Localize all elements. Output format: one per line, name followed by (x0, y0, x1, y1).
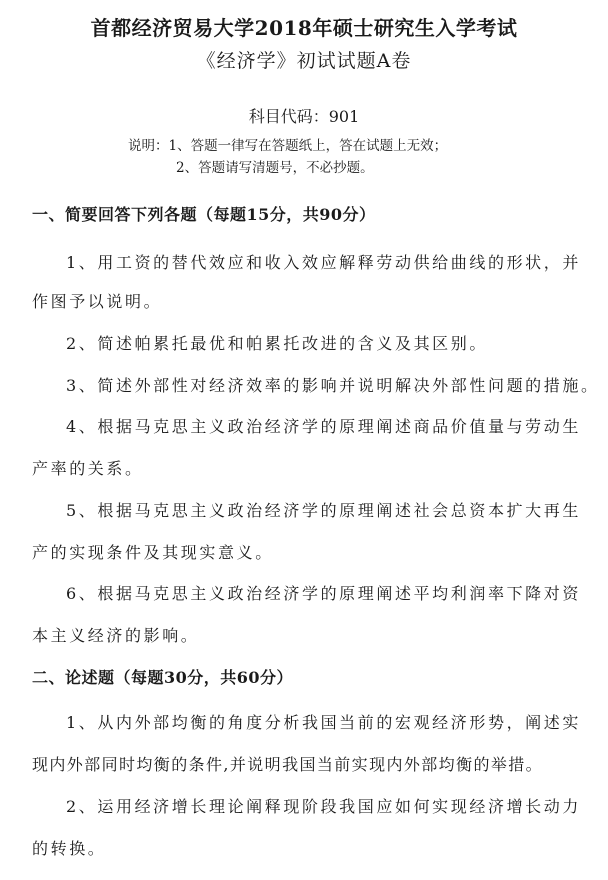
exam-title: 首都经济贸易大学2018年硕士研究生入学考试 (90, 16, 518, 40)
question-1-2-line-1: 2、简述帕累托最优和帕累托改进的含义及其区别。 (66, 334, 488, 353)
question-1-1-line-1: 1、用工资的替代效应和收入效应解释劳动供给曲线的形状，并 (66, 253, 581, 272)
question-2-1-line-1: 1、从内外部均衡的角度分析我国当前的宏观经济形势，阐述实 (66, 713, 581, 732)
question-1-5-line-1: 5、根据马克思主义政治经济学的原理阐述社会总资本扩大再生 (66, 501, 581, 520)
question-1-4-line-2: 产率的关系。 (32, 459, 144, 478)
question-1-6-line-2: 本主义经济的影响。 (32, 626, 200, 645)
section-heading-1: 一、简要回答下列各题（每题15分，共90分） (32, 205, 376, 224)
question-1-1-line-2: 作图予以说明。 (32, 292, 163, 311)
question-1-5-line-2: 产的实现条件及其现实意义。 (32, 543, 274, 562)
instruction-note-1: 说明：1、答题一律写在答题纸上，答在试题上无效； (128, 138, 448, 154)
question-1-6-line-1: 6、根据马克思主义政治经济学的原理阐述平均利润率下降对资 (66, 584, 581, 603)
section-heading-2: 二、论述题（每题30分，共60分） (32, 668, 294, 687)
question-2-2-line-1: 2、运用经济增长理论阐释现阶段我国应如何实现经济增长动力 (66, 797, 581, 816)
subject-code: 科目代码：901 (248, 107, 360, 126)
question-1-3-line-1: 3、简述外部性对经济效率的影响并说明解决外部性问题的措施。 (66, 376, 600, 395)
question-2-1-line-2: 现内外部同时均衡的条件,并说明我国当前实现内外部均衡的举措。 (32, 755, 544, 774)
question-1-4-line-1: 4、根据马克思主义政治经济学的原理阐述商品价值量与劳动生 (66, 417, 581, 436)
exam-subtitle: 《经济学》初试试题A卷 (196, 50, 412, 72)
question-2-2-line-2: 的转换。 (32, 839, 107, 858)
instruction-note-2: 2、答题请写清题号，不必抄题。 (176, 160, 374, 176)
